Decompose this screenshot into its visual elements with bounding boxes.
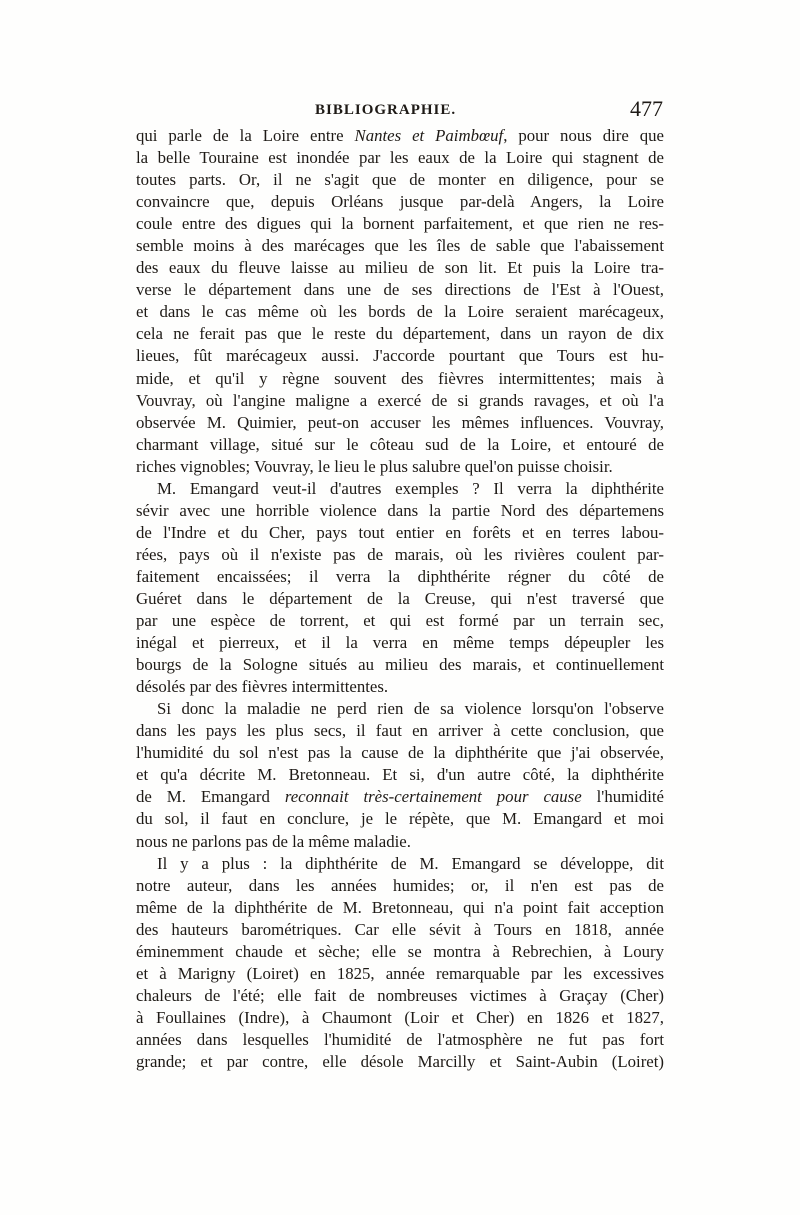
text-segment: années dans lesquelles l'humidité de l'atmosphère ne fut pas fort <box>136 1029 664 1049</box>
text-line <box>136 478 664 500</box>
text-line <box>136 720 664 742</box>
text-segment: éminemment chaude et sèche; elle se montra à Rebrechien, à Loury <box>136 941 664 961</box>
text-line <box>136 853 664 875</box>
text-segment: inégal et pierreux, et il la verra en même temps dépeupler les <box>136 633 664 653</box>
text-line <box>136 456 664 478</box>
text-line <box>136 500 664 522</box>
text-line <box>136 279 664 301</box>
text-line <box>136 1051 664 1073</box>
text-segment: Vouvray, où l'angine maligne a exercé de si grands ravages, et où l'a <box>136 390 664 410</box>
text-segment: semble moins à des marécages que les îles de sable que l'abaissement <box>136 236 664 256</box>
text-segment: Si donc la maladie ne perd rien de sa violence lorsqu'on l'observe <box>157 699 664 719</box>
text-segment: chaleurs de l'été; elle fait de nombreuses victimes à Graçay (Cher) <box>136 985 664 1005</box>
text-line <box>136 831 664 853</box>
text-line <box>136 919 664 941</box>
text-line <box>136 897 664 919</box>
text-segment: du sol, il faut en conclure, je le répète, que M. Emangard et moi <box>136 809 664 829</box>
text-line <box>136 632 664 654</box>
text-line <box>136 235 664 257</box>
text-line <box>136 301 664 323</box>
text-segment: notre auteur, dans les années humides; or, il n'en est pas de <box>136 875 664 895</box>
text-segment: verse le département dans une de ses directions de l'Est à l'Ouest, <box>136 280 664 300</box>
text-segment: de M. Emangard <box>136 787 285 807</box>
text-segment: rées, pays où il n'existe pas de marais, où les rivières coulent par- <box>136 544 664 564</box>
text-line <box>136 257 664 279</box>
text-line <box>136 963 664 985</box>
text-segment: M. Emangard veut-il d'autres exemples ? Il verra la diphthérite <box>157 478 664 498</box>
text-segment: des hauteurs barométriques. Car elle sévit à Tours en 1818, année <box>136 919 664 939</box>
text-line <box>136 588 664 610</box>
text-segment: faitement encaissées; il verra la diphthérite régner du côté de <box>136 566 664 586</box>
text-line <box>136 566 664 588</box>
text-segment: et dans le cas même où les bords de la Loire seraient marécageux, <box>136 302 664 322</box>
page-number: 477 <box>630 96 663 121</box>
text-segment: dans les pays les plus secs, il faut en arriver à cette conclusion, que <box>136 721 664 741</box>
text-line <box>136 191 664 213</box>
text-segment: sévir avec une horrible violence dans la partie Nord des départemens <box>136 500 664 520</box>
text-segment: qui parle de la Loire entre <box>136 126 355 145</box>
text-segment: nous ne parlons pas de la même maladie. <box>136 831 411 851</box>
text-line <box>136 985 664 1007</box>
text-line <box>136 698 664 720</box>
text-line <box>136 808 664 830</box>
text-line <box>136 412 664 434</box>
running-head <box>137 96 663 128</box>
text-segment: même de la diphthérite de M. Bretonneau, qui n'a point fait acception <box>136 897 664 917</box>
text-line <box>136 368 664 390</box>
italic-text: Nantes et Paimbœuf <box>354 126 504 145</box>
text-segment: cela ne ferait pas que le reste du département, dans un rayon de dix <box>136 324 664 344</box>
text-segment: des eaux du fleuve laisse au milieu de son lit. Et puis la Loire tra- <box>136 258 664 278</box>
text-line <box>136 434 664 456</box>
text-line <box>136 323 664 345</box>
text-segment: et qu'a décrite M. Bretonneau. Et si, d'un autre côté, la diphthérite <box>136 765 664 785</box>
text-line <box>136 125 664 147</box>
text-line <box>136 169 664 191</box>
text-line <box>136 522 664 544</box>
text-segment: la belle Touraine est inondée par les eaux de la Loire qui stagnent de <box>136 148 664 168</box>
text-segment: coule entre des digues qui la bornent parfaitement, et que rien ne res- <box>136 214 664 234</box>
text-segment: riches vignobles; Vouvray, le lieu le plus salubre quel'on puisse choisir. <box>136 456 613 476</box>
text-segment: désolés par des fièvres intermittentes. <box>136 677 389 697</box>
text-line <box>136 147 664 169</box>
text-segment: observée M. Quimier, peut-on accuser les mêmes influences. Vouvray, <box>136 412 664 432</box>
text-line <box>136 676 664 698</box>
running-head-title: BIBLIOGRAPHIE. <box>315 102 457 118</box>
text-segment: , pour nous dire que <box>503 126 664 145</box>
text-segment: convaincre que, depuis Orléans jusque par-delà Angers, la Loire <box>136 192 664 212</box>
text-segment: par une espèce de torrent, et qui est formé par un terrain sec, <box>136 611 664 631</box>
text-line <box>136 213 664 235</box>
text-line <box>136 875 664 897</box>
text-segment: toutes parts. Or, il ne s'agit que de monter en diligence, pour se <box>136 170 664 190</box>
text-line <box>136 742 664 764</box>
text-segment: mide, et qu'il y règne souvent des fièvres intermittentes; mais à <box>136 368 664 388</box>
text-line <box>136 654 664 676</box>
text-line <box>136 764 664 786</box>
text-segment: charmant village, situé sur le côteau sud de la Loire, et entouré de <box>136 434 664 454</box>
text-segment: lieues, fût marécageux aussi. J'accorde pourtant que Tours est hu- <box>136 346 664 366</box>
text-segment: grande; et par contre, elle désole Marcilly et Saint-Aubin (Loiret) <box>136 1051 664 1071</box>
text-line <box>136 941 664 963</box>
text-line <box>136 544 664 566</box>
text-line <box>136 390 664 412</box>
text-line <box>136 1007 664 1029</box>
text-line <box>136 610 664 632</box>
text-line <box>136 786 664 808</box>
text-segment: l'humidité <box>581 787 664 807</box>
text-line <box>136 345 664 367</box>
text-segment: Il y a plus : la diphthérite de M. Emangard se développe, dit <box>157 853 664 873</box>
italic-text: reconnait très-certainement pour cause <box>284 787 582 807</box>
body-text <box>136 125 664 1073</box>
text-segment: l'humidité du sol n'est pas la cause de la diphthérite que j'ai observée, <box>136 743 664 763</box>
text-line <box>136 1029 664 1051</box>
text-segment: et à Marigny (Loiret) en 1825, année remarquable par les excessives <box>136 963 664 983</box>
text-segment: à Foullaines (Indre), à Chaumont (Loir et Cher) en 1826 et 1827, <box>136 1007 664 1027</box>
text-segment: Guéret dans le département de la Creuse, qui n'est traversé que <box>136 588 664 608</box>
text-segment: bourgs de la Sologne situés au milieu des marais, et continuellement <box>136 655 664 675</box>
text-segment: de l'Indre et du Cher, pays tout entier en forêts et en terres labou- <box>136 522 664 542</box>
